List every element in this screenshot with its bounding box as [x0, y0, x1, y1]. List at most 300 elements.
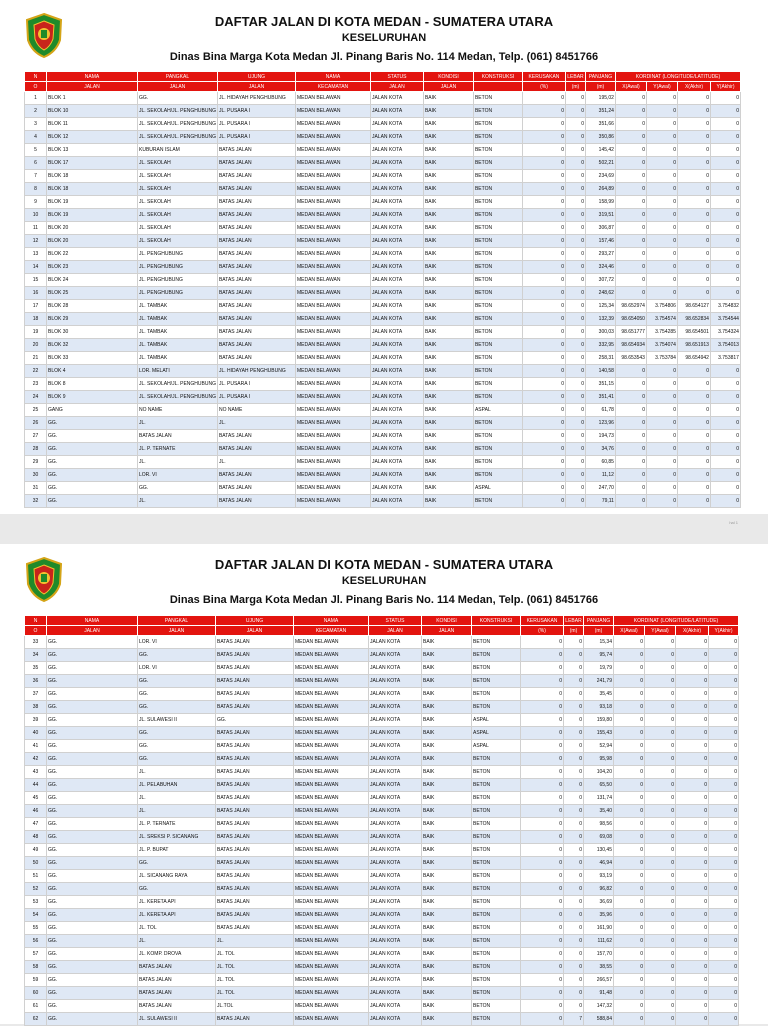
cell-kecamatan: MEDAN BELAWAN — [295, 92, 370, 105]
cell-kondisi-jalan: BAIK — [422, 675, 472, 688]
cell-pangkal-jalan: JL. P. BUPAT — [138, 844, 216, 857]
cell-konstruksi: BETON — [473, 92, 522, 105]
cell-status-jalan: JALAN KOTA — [369, 727, 422, 740]
cell-y-awal: 0 — [646, 482, 677, 495]
cell-konstruksi: BETON — [472, 1000, 521, 1013]
cell-no: 7 — [25, 170, 47, 183]
cell-lebar: 0 — [565, 183, 585, 196]
cell-lebar: 0 — [565, 352, 585, 365]
cell-x-akhir: 0 — [677, 92, 710, 105]
subheader-meter: (m) — [565, 82, 585, 92]
cell-ujung-jalan: JL. — [216, 935, 294, 948]
cell-y-awal: 0 — [646, 274, 677, 287]
table-row — [25, 909, 739, 922]
cell-konstruksi: BETON — [473, 287, 522, 300]
cell-no: 60 — [25, 987, 47, 1000]
cell-konstruksi: BETON — [472, 688, 521, 701]
cell-x-awal: 0 — [615, 482, 646, 495]
cell-ujung-jalan: BATAS JALAN — [217, 196, 295, 209]
cell-panjang: 307,72 — [585, 274, 615, 287]
cell-panjang: 111,62 — [584, 935, 614, 948]
header-lebar: LEBAR — [567, 73, 584, 80]
cell-kondisi-jalan: BAIK — [423, 365, 473, 378]
table-row — [25, 649, 739, 662]
subheader-jalan: JALAN — [423, 82, 473, 92]
cell-x-akhir: 0 — [676, 766, 709, 779]
table-row — [25, 636, 739, 649]
cell-ujung-jalan: BATAS JALAN — [216, 701, 294, 714]
cell-lebar: 0 — [564, 740, 584, 753]
cell-panjang: 123,96 — [585, 417, 615, 430]
cell-pangkal-jalan: JL. PENGHUBUNG — [138, 261, 218, 274]
subheader-jalan: JALAN — [138, 626, 216, 636]
cell-no: 8 — [25, 183, 47, 196]
cell-status-jalan: JALAN KOTA — [369, 792, 422, 805]
cell-ujung-jalan: BATAS JALAN — [216, 649, 294, 662]
cell-x-akhir: 0 — [676, 961, 709, 974]
cell-y-awal: 0 — [645, 857, 676, 870]
cell-kecamatan: MEDAN BELAWAN — [294, 766, 369, 779]
cell-ujung-jalan: BATAS JALAN — [216, 662, 294, 675]
cell-kecamatan: MEDAN BELAWAN — [295, 391, 370, 404]
cell-x-akhir: 0 — [677, 430, 710, 443]
cell-status-jalan: JALAN KOTA — [369, 961, 422, 974]
header-lebar: LEBAR — [565, 617, 582, 624]
subheader-jalan: JALAN — [217, 82, 295, 92]
cell-kerusakan: 0 — [521, 649, 564, 662]
cell-konstruksi: BETON — [472, 805, 521, 818]
cell-panjang: 35,45 — [584, 688, 614, 701]
cell-y-akhir: 0 — [710, 417, 740, 430]
cell-x-akhir: 0 — [677, 157, 710, 170]
cell-kecamatan: MEDAN BELAWAN — [295, 326, 370, 339]
cell-y-akhir: 0 — [709, 636, 739, 649]
cell-y-akhir: 0 — [709, 883, 739, 896]
cell-kondisi-jalan: BAIK — [423, 196, 473, 209]
table-row — [25, 417, 741, 430]
cell-lebar: 0 — [565, 118, 585, 131]
cell-konstruksi: BETON — [473, 300, 522, 313]
subheader-x-akhir: X(Akhir) — [676, 626, 709, 636]
cell-kerusakan: 0 — [522, 300, 565, 313]
cell-y-akhir: 0 — [709, 1013, 739, 1026]
table-row — [25, 183, 741, 196]
cell-pangkal-jalan: JL. SEKOLAH/JL. PENGHUBUNG — [138, 131, 218, 144]
cell-kondisi-jalan: BAIK — [423, 339, 473, 352]
cell-y-akhir: 0 — [709, 1000, 739, 1013]
cell-kerusakan: 0 — [521, 792, 564, 805]
cell-x-akhir: 0 — [677, 248, 710, 261]
table-row — [25, 766, 739, 779]
cell-pangkal-jalan: JL. TOL — [138, 922, 216, 935]
cell-status-jalan: JALAN KOTA — [370, 443, 423, 456]
cell-kondisi-jalan: BAIK — [422, 727, 472, 740]
cell-kecamatan: MEDAN BELAWAN — [294, 857, 369, 870]
cell-x-awal: 98.654934 — [615, 339, 646, 352]
cell-panjang: 157,46 — [585, 235, 615, 248]
cell-x-akhir: 0 — [677, 417, 710, 430]
cell-pangkal-jalan: JL. PENGHUBUNG — [138, 274, 218, 287]
cell-konstruksi: ASPAL — [472, 740, 521, 753]
cell-ujung-jalan: BATAS JALAN — [216, 766, 294, 779]
cell-nama-jalan: GG. — [47, 987, 138, 1000]
cell-lebar: 0 — [564, 766, 584, 779]
cell-x-akhir: 0 — [676, 701, 709, 714]
cell-x-akhir: 0 — [677, 235, 710, 248]
table-row — [25, 313, 741, 326]
cell-panjang: 69,08 — [584, 831, 614, 844]
cell-x-akhir: 0 — [677, 443, 710, 456]
cell-kecamatan: MEDAN BELAWAN — [295, 313, 370, 326]
cell-lebar: 0 — [564, 974, 584, 987]
cell-konstruksi: ASPAL — [473, 404, 522, 417]
cell-pangkal-jalan: JL. TAMBAK — [138, 326, 218, 339]
subheader-jalan: JALAN — [47, 82, 138, 92]
cell-kerusakan: 0 — [521, 779, 564, 792]
cell-lebar: 0 — [564, 792, 584, 805]
table-row — [25, 688, 739, 701]
cell-lebar: 0 — [565, 417, 585, 430]
cell-y-awal: 0 — [645, 961, 676, 974]
cell-y-akhir: 0 — [710, 248, 740, 261]
cell-kondisi-jalan: BAIK — [423, 456, 473, 469]
cell-kondisi-jalan: BAIK — [422, 948, 472, 961]
cell-kerusakan: 0 — [522, 274, 565, 287]
cell-nama-jalan: GG. — [47, 805, 138, 818]
cell-nama-jalan: BLOK 18 — [47, 170, 138, 183]
cell-kondisi-jalan: BAIK — [422, 805, 472, 818]
cell-kecamatan: MEDAN BELAWAN — [295, 339, 370, 352]
cell-kecamatan: MEDAN BELAWAN — [295, 443, 370, 456]
table-row — [25, 222, 741, 235]
cell-status-jalan: JALAN KOTA — [370, 183, 423, 196]
cell-no: 49 — [25, 844, 47, 857]
cell-x-awal: 98.651777 — [615, 326, 646, 339]
cell-pangkal-jalan: JL. PENGHUBUNG — [138, 248, 218, 261]
table-row — [25, 675, 739, 688]
cell-x-akhir: 0 — [676, 714, 709, 727]
cell-y-awal: 0 — [646, 365, 677, 378]
table-row — [25, 987, 739, 1000]
cell-y-awal: 0 — [645, 740, 676, 753]
cell-no: 52 — [25, 883, 47, 896]
cell-panjang: 91,48 — [584, 987, 614, 1000]
cell-panjang: 588,84 — [584, 1013, 614, 1026]
cell-no: 23 — [25, 378, 47, 391]
cell-nama-jalan: GG. — [47, 961, 138, 974]
cell-status-jalan: JALAN KOTA — [370, 469, 423, 482]
cell-x-awal: 0 — [615, 417, 646, 430]
cell-lebar: 0 — [564, 909, 584, 922]
header-konstruksi: KONSTRUKSI — [472, 616, 521, 626]
cell-status-jalan: JALAN KOTA — [370, 131, 423, 144]
cell-nama-jalan: GG. — [47, 443, 138, 456]
cell-status-jalan: JALAN KOTA — [369, 987, 422, 1000]
cell-kerusakan: 0 — [522, 430, 565, 443]
cell-no: 14 — [25, 261, 47, 274]
cell-y-akhir: 0 — [709, 844, 739, 857]
cell-pangkal-jalan: JL. SICANANG RAYA — [138, 870, 216, 883]
subheader-o: O — [25, 626, 47, 636]
cell-lebar: 0 — [565, 92, 585, 105]
cell-kecamatan: MEDAN BELAWAN — [294, 818, 369, 831]
table-row — [25, 857, 739, 870]
agency-address: Dinas Bina Marga Kota Medan Jl. Pinang Baris No. 114 Medan, Telp. (061) 8451766 — [169, 594, 599, 606]
cell-nama-jalan: GG. — [47, 857, 138, 870]
cell-lebar: 0 — [565, 287, 585, 300]
cell-no: 17 — [25, 300, 47, 313]
cell-x-awal: 0 — [614, 753, 645, 766]
cell-konstruksi: BETON — [472, 753, 521, 766]
cell-panjang: 350,86 — [585, 131, 615, 144]
cell-no: 16 — [25, 287, 47, 300]
cell-kerusakan: 0 — [522, 183, 565, 196]
cell-no: 26 — [25, 417, 47, 430]
cell-kondisi-jalan: BAIK — [422, 1000, 472, 1013]
cell-panjang: 93,19 — [584, 870, 614, 883]
cell-y-akhir: 0 — [710, 274, 740, 287]
cell-ujung-jalan: BATAS JALAN — [217, 144, 295, 157]
subheader-jalan: JALAN — [422, 626, 472, 636]
cell-lebar: 0 — [565, 235, 585, 248]
cell-x-awal: 0 — [614, 948, 645, 961]
cell-pangkal-jalan: BATAS JALAN — [138, 974, 216, 987]
cell-no: 9 — [25, 196, 47, 209]
cell-konstruksi: BETON — [473, 170, 522, 183]
header-no: N — [25, 72, 47, 82]
cell-konstruksi: BETON — [473, 456, 522, 469]
cell-kerusakan: 0 — [521, 805, 564, 818]
cell-status-jalan: JALAN KOTA — [369, 883, 422, 896]
cell-lebar: 0 — [565, 274, 585, 287]
cell-lebar: 0 — [564, 922, 584, 935]
cell-y-akhir: 0 — [710, 222, 740, 235]
cell-x-awal: 0 — [615, 443, 646, 456]
cell-ujung-jalan: BATAS JALAN — [217, 222, 295, 235]
cell-x-akhir: 0 — [676, 662, 709, 675]
cell-kecamatan: MEDAN BELAWAN — [295, 131, 370, 144]
cell-kondisi-jalan: BAIK — [422, 662, 472, 675]
table-row — [25, 805, 739, 818]
cell-y-akhir: 3.753817 — [710, 352, 740, 365]
cell-no: 3 — [25, 118, 47, 131]
cell-pangkal-jalan: JL. P. TERNATE — [138, 443, 218, 456]
cell-x-awal: 0 — [614, 1000, 645, 1013]
cell-no: 40 — [25, 727, 47, 740]
cell-lebar: 0 — [564, 662, 584, 675]
cell-x-awal: 0 — [614, 688, 645, 701]
cell-x-awal: 0 — [614, 714, 645, 727]
cell-lebar: 0 — [565, 339, 585, 352]
cell-ujung-jalan: BATAS JALAN — [217, 170, 295, 183]
cell-ujung-jalan: BATAS JALAN — [217, 287, 295, 300]
cell-pangkal-jalan: JL. — [138, 766, 216, 779]
cell-panjang: 96,82 — [584, 883, 614, 896]
cell-status-jalan: JALAN KOTA — [370, 287, 423, 300]
cell-pangkal-jalan: LOR. VI — [138, 469, 218, 482]
cell-kecamatan: MEDAN BELAWAN — [294, 961, 369, 974]
cell-x-awal: 0 — [615, 222, 646, 235]
subheader-jalan: JALAN — [369, 626, 422, 636]
cell-nama-jalan: GG. — [47, 469, 138, 482]
cell-status-jalan: JALAN KOTA — [369, 896, 422, 909]
cell-kondisi-jalan: BAIK — [422, 896, 472, 909]
cell-kecamatan: MEDAN BELAWAN — [294, 935, 369, 948]
cell-lebar: 0 — [564, 948, 584, 961]
cell-pangkal-jalan: JL. KERETA API — [138, 896, 216, 909]
cell-y-awal: 0 — [646, 235, 677, 248]
cell-x-awal: 0 — [615, 456, 646, 469]
cell-y-akhir: 0 — [709, 896, 739, 909]
table-row — [25, 482, 741, 495]
cell-konstruksi: BETON — [473, 378, 522, 391]
cell-ujung-jalan: JL. PUSARA I — [217, 118, 295, 131]
cell-ujung-jalan: BATAS JALAN — [216, 688, 294, 701]
cell-kondisi-jalan: BAIK — [423, 404, 473, 417]
cell-y-akhir: 0 — [710, 118, 740, 131]
cell-nama-jalan: GG. — [47, 701, 138, 714]
cell-panjang: 158,99 — [585, 196, 615, 209]
cell-kecamatan: MEDAN BELAWAN — [295, 456, 370, 469]
cell-x-akhir: 98.652834 — [677, 313, 710, 326]
cell-y-akhir: 0 — [709, 740, 739, 753]
cell-y-akhir: 0 — [709, 727, 739, 740]
cell-no: 22 — [25, 365, 47, 378]
cell-kerusakan: 0 — [521, 987, 564, 1000]
cell-y-akhir: 3.754832 — [710, 300, 740, 313]
cell-nama-jalan: BLOK 11 — [47, 118, 138, 131]
cell-konstruksi: BETON — [473, 417, 522, 430]
cell-lebar: 0 — [565, 495, 585, 508]
cell-no: 36 — [25, 675, 47, 688]
cell-y-akhir: 0 — [710, 170, 740, 183]
cell-no: 56 — [25, 935, 47, 948]
cell-no: 42 — [25, 753, 47, 766]
cell-kondisi-jalan: BAIK — [423, 391, 473, 404]
cell-y-akhir: 0 — [709, 675, 739, 688]
cell-x-awal: 0 — [614, 896, 645, 909]
cell-kerusakan: 0 — [522, 144, 565, 157]
cell-lebar: 0 — [565, 469, 585, 482]
table-row — [25, 196, 741, 209]
cell-kerusakan: 0 — [521, 857, 564, 870]
cell-kecamatan: MEDAN BELAWAN — [294, 701, 369, 714]
cell-lebar: 0 — [565, 313, 585, 326]
cell-status-jalan: JALAN KOTA — [369, 779, 422, 792]
cell-ujung-jalan: BATAS JALAN — [216, 1013, 294, 1026]
cell-x-awal: 0 — [614, 675, 645, 688]
cell-pangkal-jalan: NO NAME — [138, 404, 218, 417]
table-row — [25, 404, 741, 417]
table-row — [25, 662, 739, 675]
cell-pangkal-jalan: JL. SEKOLAH — [138, 183, 218, 196]
cell-pangkal-jalan: JL. SEKOLAH/JL. PENGHUBUNG — [138, 378, 218, 391]
cell-nama-jalan: BLOK 9 — [47, 391, 138, 404]
cell-kondisi-jalan: BAIK — [422, 740, 472, 753]
cell-pangkal-jalan: GG. — [138, 482, 218, 495]
cell-ujung-jalan: BATAS JALAN — [217, 157, 295, 170]
cell-kecamatan: MEDAN BELAWAN — [295, 300, 370, 313]
cell-kondisi-jalan: BAIK — [423, 131, 473, 144]
cell-ujung-jalan: BATAS JALAN — [217, 248, 295, 261]
table-row — [25, 701, 739, 714]
cell-pangkal-jalan: JL. — [138, 456, 218, 469]
cell-status-jalan: JALAN KOTA — [369, 870, 422, 883]
cell-pangkal-jalan: LOR. VI — [138, 662, 216, 675]
cell-pangkal-jalan: JL. PENGHUBUNG — [138, 287, 218, 300]
table-row — [25, 922, 739, 935]
cell-no: 53 — [25, 896, 47, 909]
cell-nama-jalan: BLOK 12 — [47, 131, 138, 144]
cell-kondisi-jalan: BAIK — [423, 261, 473, 274]
cell-y-awal: 0 — [645, 753, 676, 766]
road-list-table — [24, 615, 739, 1026]
cell-panjang: 332,95 — [585, 339, 615, 352]
cell-kondisi-jalan: BAIK — [422, 857, 472, 870]
cell-pangkal-jalan: JL. SEKOLAH — [138, 235, 218, 248]
cell-x-awal: 0 — [614, 805, 645, 818]
cell-konstruksi: BETON — [472, 961, 521, 974]
cell-kerusakan: 0 — [521, 896, 564, 909]
cell-ujung-jalan: BATAS JALAN — [217, 274, 295, 287]
cell-status-jalan: JALAN KOTA — [369, 909, 422, 922]
cell-kondisi-jalan: BAIK — [422, 818, 472, 831]
cell-status-jalan: JALAN KOTA — [369, 935, 422, 948]
table-row — [25, 779, 739, 792]
table-row — [25, 753, 739, 766]
cell-status-jalan: JALAN KOTA — [370, 209, 423, 222]
cell-no: 27 — [25, 430, 47, 443]
cell-kerusakan: 0 — [521, 688, 564, 701]
cell-y-awal: 0 — [646, 157, 677, 170]
cell-kerusakan: 0 — [522, 248, 565, 261]
table-row — [25, 456, 741, 469]
subheader-kecamatan: KECAMATAN — [294, 626, 369, 636]
cell-no: 57 — [25, 948, 47, 961]
cell-kondisi-jalan: BAIK — [423, 222, 473, 235]
cell-kerusakan: 0 — [522, 313, 565, 326]
cell-status-jalan: JALAN KOTA — [369, 649, 422, 662]
cell-y-akhir: 0 — [709, 857, 739, 870]
cell-ujung-jalan: BATAS JALAN — [216, 636, 294, 649]
table-row — [25, 209, 741, 222]
cell-y-akhir: 0 — [709, 948, 739, 961]
cell-konstruksi: BETON — [472, 636, 521, 649]
cell-no: 58 — [25, 961, 47, 974]
cell-x-akhir: 0 — [676, 922, 709, 935]
cell-pangkal-jalan: JL. SULAWESI II — [138, 1013, 216, 1026]
cell-konstruksi: BETON — [472, 857, 521, 870]
table-row — [25, 326, 741, 339]
cell-nama-jalan: GG. — [47, 727, 138, 740]
cell-kecamatan: MEDAN BELAWAN — [295, 495, 370, 508]
cell-x-akhir: 0 — [676, 779, 709, 792]
cell-ujung-jalan: BATAS JALAN — [216, 857, 294, 870]
cell-x-awal: 0 — [615, 131, 646, 144]
cell-ujung-jalan: BATAS JALAN — [216, 818, 294, 831]
header-status-jalan: STATUS — [369, 616, 422, 626]
cell-y-akhir: 0 — [709, 688, 739, 701]
cell-ujung-jalan: BATAS JALAN — [216, 779, 294, 792]
table-row — [25, 883, 739, 896]
cell-ujung-jalan: BATAS JALAN — [216, 909, 294, 922]
header-status-jalan: STATUS — [370, 72, 423, 82]
cell-konstruksi: BETON — [472, 922, 521, 935]
table-header-row — [25, 72, 741, 82]
cell-y-awal: 3.754285 — [646, 326, 677, 339]
cell-kondisi-jalan: BAIK — [422, 753, 472, 766]
cell-pangkal-jalan: BATAS JALAN — [138, 430, 218, 443]
